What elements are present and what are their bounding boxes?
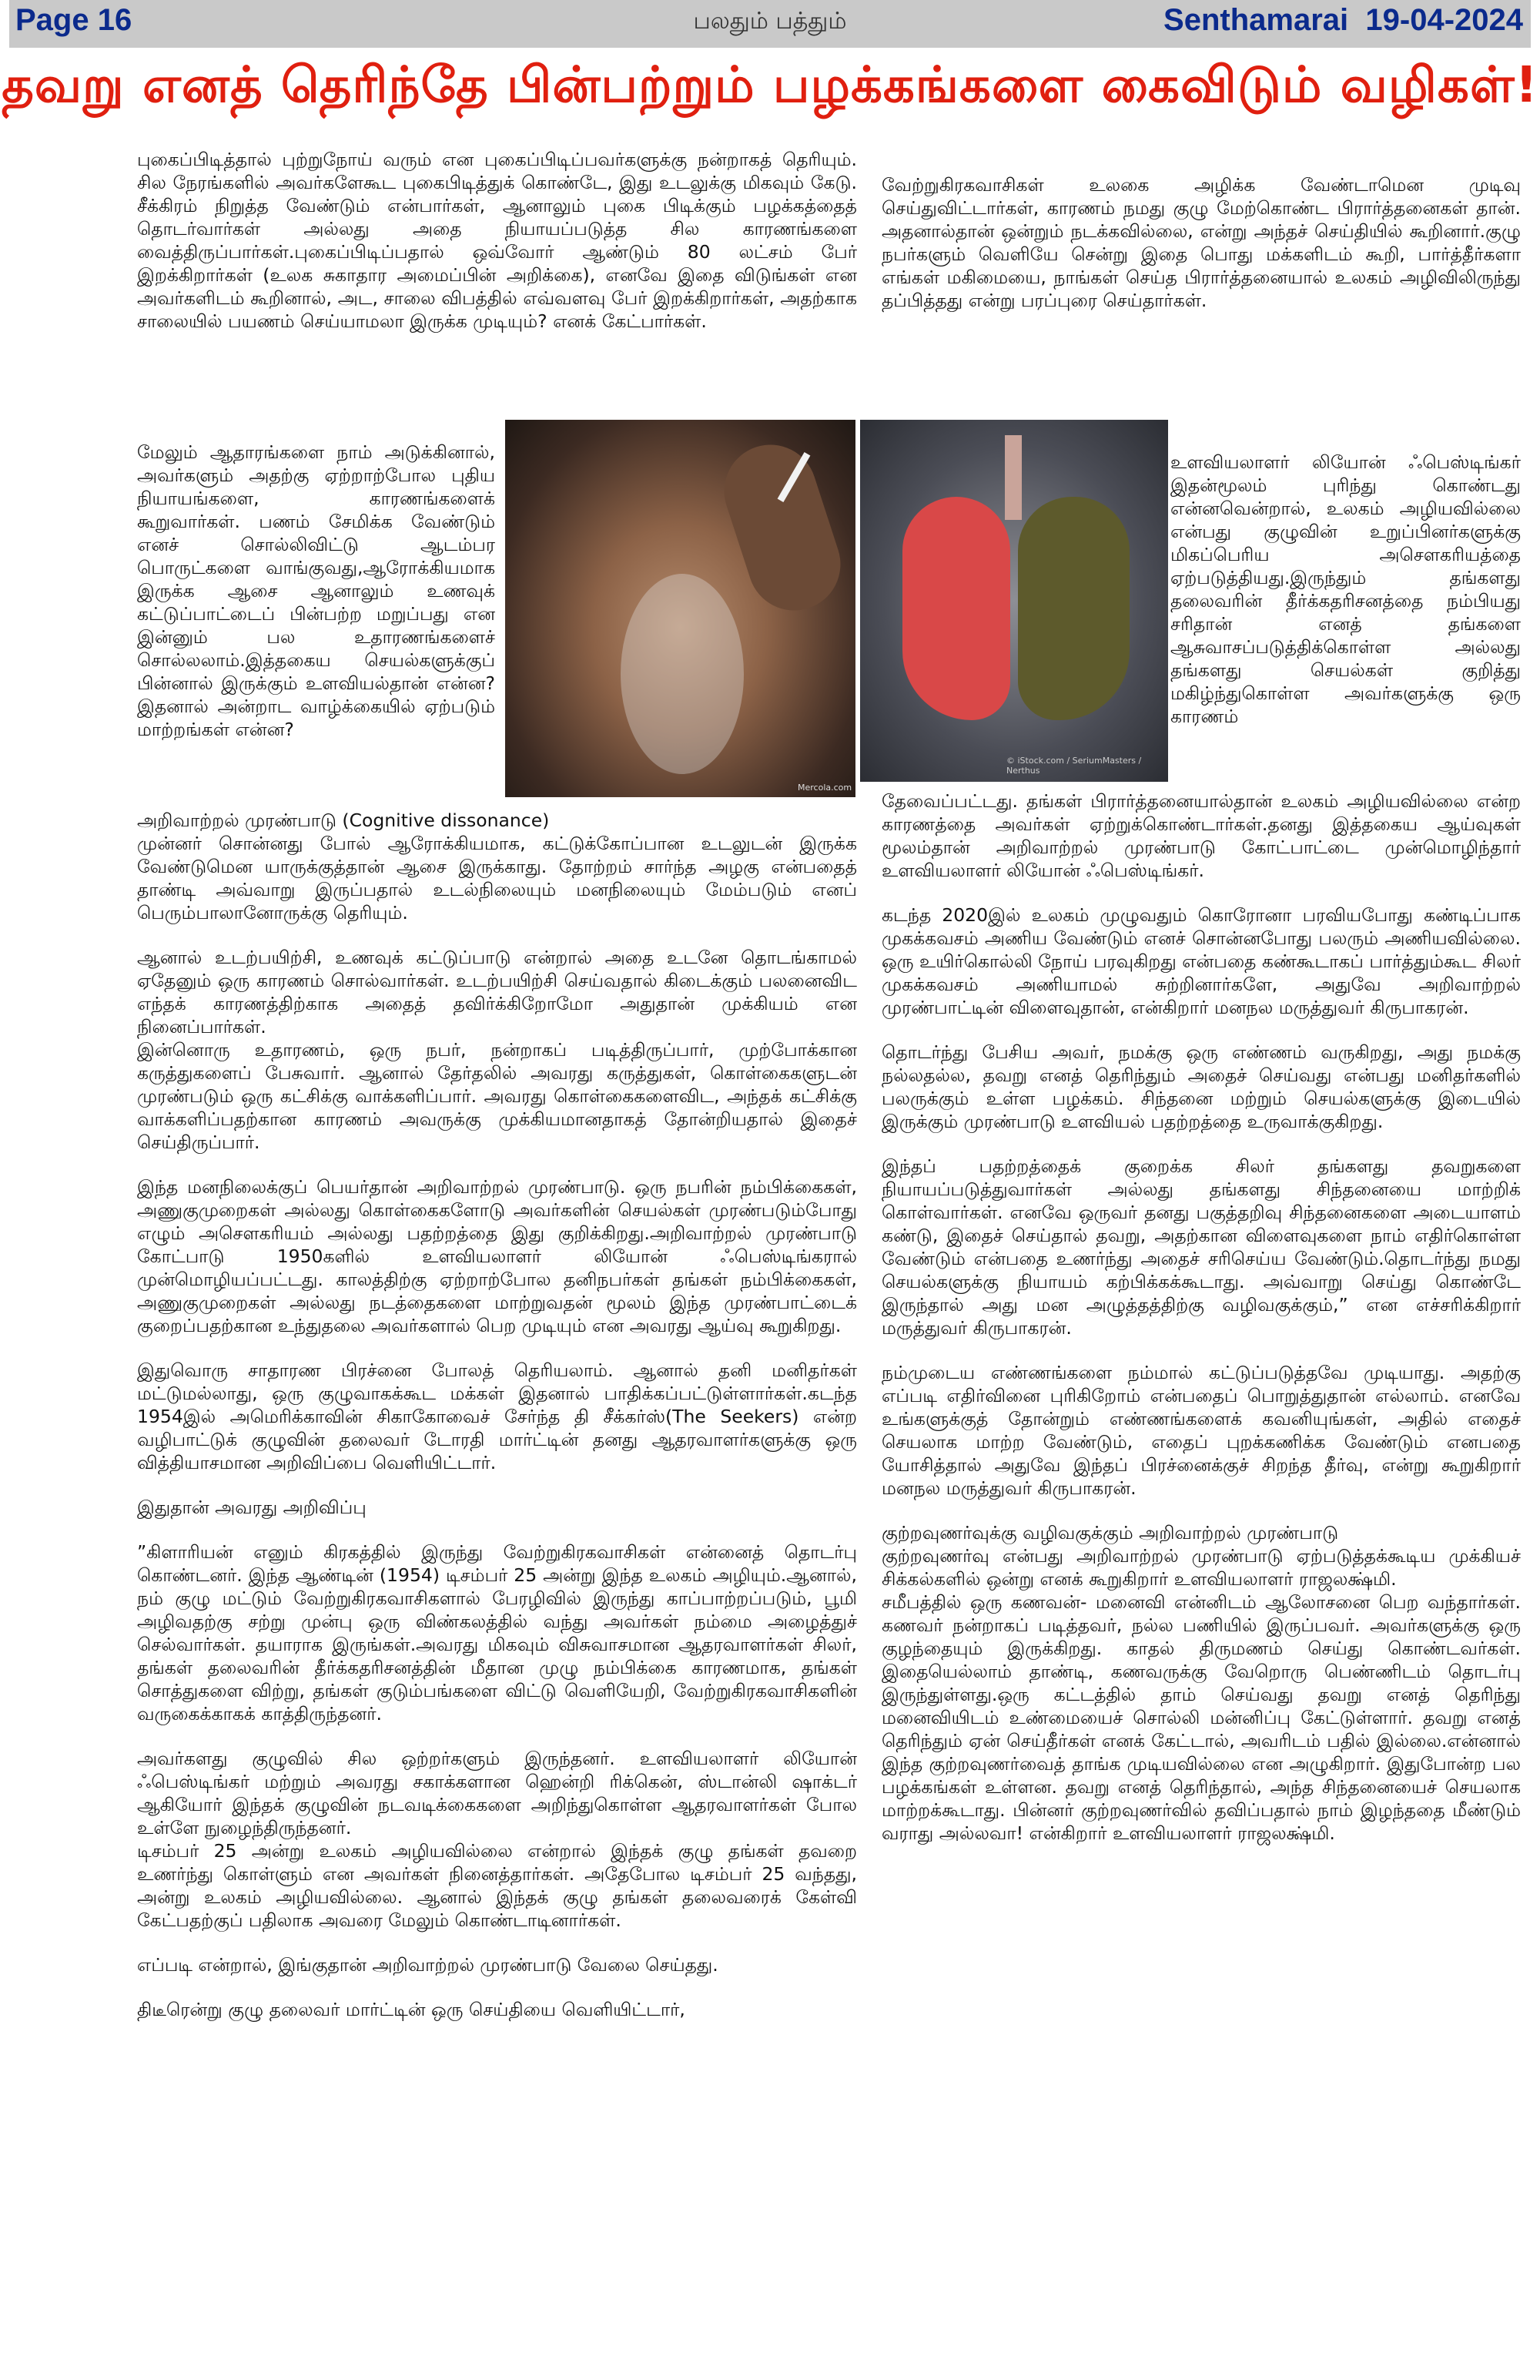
paragraph: ”கிளாரியன் எனும் கிரகத்தில் இருந்து வேற்றுகிரகவாசிகள் என்னைத் தொடர்பு கொண்டனர். இந்த ஆண்டின் (1954) டிசம்பர் 25 அன்று இந்த உலகம் அழியும்.ஆனால், நம் குழு மட்டும் வேற்றுகிரகவாசிகளால் பேரழிவில் இருந்து காப்பாற்றப்படும், பூமி அழிவதற்கு சற்று முன்பு ஒரு விண்கலத்தில் வந்து அவர்கள் நம்மை அழைத்துச் செல்வார்கள். தயாராக இருங்கள்.அவரது மிகவும் விசுவாசமான ஆதரவாளர்கள் சிலர், தங்கள் தலைவரின் தீர்க்கதரிசனத்தின் மீதான முழு நம்பிக்கை காரணமாக, தங்கள் சொத்துகளை விற்று, தங்கள் குடும்பங்களை விட்டு வெளியேறி, வேற்றுகிரகவாசிகளின் வருகைக்காகக் காத்திருந்தனர். bbox=[137, 1541, 857, 1725]
paragraph: இந்த மனநிலைக்குப் பெயர்தான் அறிவாற்றல் முரண்பாடு. ஒரு நபரின் நம்பிக்கைகள், அணுகுமுறைகள் அல்லது கொள்கைகளோடு அவர்களின் செயல்கள் முரண்படும்போது எழும் அசௌகரியம் அல்லது பதற்றத்தை இது குறிக்கிறது.அறிவாற்றல் முரண்பாடு கோட்பாடு 1950களில் உளவியலாளர் லியோன் ஃபெஸ்டிங்கரால் முன்மொழியப்பட்டது. காலத்திற்கு ஏற்றாற்போல தனிநபர்கள் தங்கள் நம்பிக்கைகள், அணுகுமுறைகள் அல்லது நடத்தைகளை மாற்றுவதன் மூலம் இந்த முரண்பாட்டைக் குறைப்பதற்கான உந்துதலை அவர்களால் பெற முடியும் என அவரது ஆய்வு கூறுகிறது. bbox=[137, 1176, 857, 1336]
subheading: அறிவாற்றல் முரண்பாடு (Cognitive dissonance) bbox=[137, 810, 550, 831]
smoke-shape bbox=[621, 574, 744, 774]
paragraph: இதுதான் அவரது அறிவிப்பு bbox=[137, 1497, 367, 1518]
paragraph: தொடர்ந்து பேசிய அவர், நமக்கு ஒரு எண்ணம் வருகிறது, அது நமக்கு நல்லதல்ல, தவறு எனத் தெரிந்தும் அதைச் செய்வது என்பது மனிதர்களில் பலருக்கும் உள்ள பழக்கம். சிந்தனை மற்றும் செயல்களுக்கு இடையில் இருக்கும் முரண்பாடு உளவியல் பதற்றத்தை உருவாக்குகிறது. bbox=[882, 1041, 1521, 1132]
column-left-top bbox=[137, 148, 857, 354]
paragraph: டிசம்பர் 25 அன்று உலகம் அழியவில்லை என்றால் இந்தக் குழு தங்கள் தவறை உணர்ந்து கொள்ளும் என அவர்கள் நினைத்தார்கள். அதேபோல டிசம்பர் 25 வந்தது, அன்று உலகம் அழியவில்லை. ஆனால் இந்தக் குழு தங்கள் தலைவரைக் கேள்வி கேட்பதற்குப் பதிலாக அவரை மேலும் கொண்டாடினார்கள். bbox=[137, 1840, 857, 1931]
paragraph: கடந்த 2020இல் உலகம் முழுவதும் கொரோனா பரவியபோது கண்டிப்பாக முகக்கவசம் அணிய வேண்டும் எனச் சொன்னபோது பலரும் அணியவில்லை. ஒரு உயிர்கொல்லி நோய் பரவுகிறது என்பதை கண்கூடாகப் பார்த்தும்கூட சிலர் முகக்கவசம் அணியாமல் சுற்றினார்களே, அதுவே அறிவாற்றல் முரண்பாட்டின் விளைவுதான், என்கிறார் மனநல மருத்துவர் கிருபாகரன். bbox=[882, 904, 1521, 1018]
brand-date bbox=[1163, 3, 1523, 38]
lungs-image bbox=[860, 420, 1168, 782]
paragraph: முன்னர் சொன்னது போல் ஆரோக்கியமாக, கட்டுக்கோப்பான உடலுடன் இருக்க வேண்டுமென யாருக்குத்தான் ஆசை இருக்காது. தோற்றம் சார்ந்த அழகு என்பதைத் தாண்டி அவ்வாறு இருப்பதால் உடல்நிலையும் மனநிலையும் மேம்படும் எனப் பெரும்பாலானோருக்கு தெரியும். bbox=[137, 833, 857, 924]
smoker-lung-shape bbox=[1018, 497, 1130, 720]
column-left-bottom bbox=[137, 809, 857, 2043]
section-name: பலதும் பத்தும் bbox=[693, 8, 847, 35]
page-number: Page 16 bbox=[15, 3, 132, 37]
subheading: குற்றவுணர்வுக்கு வழிவகுக்கும் அறிவாற்றல் முரண்பாடு bbox=[882, 1522, 1339, 1544]
paragraph: எப்படி என்றால், இங்குதான் அறிவாற்றல் முரண்பாடு வேலை செய்தது. bbox=[137, 1954, 718, 1976]
paragraph: சமீபத்தில் ஒரு கணவன்- மனைவி என்னிடம் ஆலோசனை பெற வந்தார்கள். கணவர் நன்றாகப் படித்தவர், நல்ல பணியில் இருப்பவர். அவர்களுக்கு ஒரு குழந்தையும் இருக்கிறது. காதல் திருமணம் செய்து கொண்டவர்கள். இதையெல்லாம் தாண்டி, கணவருக்கு வேறொரு பெண்ணிடம் தொடர்பு இருந்துள்ளது.ஒரு கட்டத்தில் தாம் செய்வது தவறு எனத் தெரிந்து மனைவியிடம் உண்மையைச் சொல்லி மன்னிப்பு கேட்டுள்ளார். தவறு எனத் தெரிந்தும் ஏன் செய்தீர்கள் எனக் கேட்டால், அவரிடம் பதில் இல்லை.என்னால் இந்த குற்றவுணர்வைத் தாங்க முடியவில்லை என அழுகிறார். இதுபோன்ற பல பழக்கங்கள் உள்ளன. தவறு எனத் தெரிந்தால், அந்த சிந்தனையைச் செயலாக மாற்றக்கூடாது. பின்னர் குற்றவுணர்வில் தவிப்பதால் நாம் இழந்ததை மீண்டும் வராது அல்லவா! என்கிறார் உளவியலாளர் ராஜலக்ஷ்மி. bbox=[882, 1591, 1521, 1844]
column-right-bottom bbox=[882, 789, 1521, 1866]
paragraph: தேவைப்பட்டது. தங்கள் பிரார்த்தனையால்தான் உலகம் அழியவில்லை என்ற காரணத்தை அவர்கள் ஏற்றுக்கொண்டார்கள்.தனது இத்தகைய ஆய்வுகள் மூலம்தான் அறிவாற்றல் முரண்பாடு கோட்பாட்டை முன்மொழிந்தார் உளவியலாளர் லியோன் ஃபெஸ்டிங்கர். bbox=[882, 790, 1521, 881]
page-header bbox=[9, 0, 1531, 48]
paragraph: புகைப்பிடித்தால் புற்றுநோய் வரும் என புகைப்பிடிப்பவர்களுக்கு நன்றாகத் தெரியும். சில நேரங்களில் அவர்களேகூட புகைபிடித்துக் கொண்டே, இது உடலுக்கு மிகவும் கேடு. சீக்கிரம் நிறுத்த வேண்டும் என்பார்கள், ஆனாலும் புகை பிடிக்கும் பழக்கத்தைத் தொடர்வார்கள் அல்லது அதை நியாயப்படுத்த சில காரணங்களை வைத்திருப்பார்கள்.புகைப்பிடிப்பதால் ஒவ்வோர் ஆண்டும் 80 லட்சம் பேர் இறக்கிறார்கள் (உலக சுகாதார அமைப்பின் அறிக்கை), எனவே இதை விடுங்கள் என அவர்களிடம் கூறினால், அட, சாலை விபத்தில் எவ்வளவு பேர் இறக்கிறார்கள், அதற்காக சாலையில் பயணம் செய்யாமலா இருக்க முடியும்? எனக் கேட்பார்கள். bbox=[137, 149, 857, 332]
article-title: தவறு எனத் தெரிந்தே பின்பற்றும் பழக்கங்களை கைவிடும் வழிகள்! bbox=[2, 57, 1538, 114]
column-right-top bbox=[882, 173, 1521, 334]
paragraph: இந்தப் பதற்றத்தைக் குறைக்க சிலர் தங்களது தவறுகளை நியாயப்படுத்துவார்கள் அல்லது தங்களது சிந்தனையை மாற்றிக் கொள்வார்கள். எனவே ஒருவர் தனது பகுத்தறிவு சிந்தனைகளை அடையாளம் கண்டு, இதைச் செய்தால் தவறு, அதற்கான விளைவுகளை நாம் எதிர்கொள்ள வேண்டும் என்பதை உணர்ந்து அதைச் சரிசெய்ய வேண்டும்.தொடர்ந்து நமது செயல்களுக்கு நியாயம் கற்பிக்கக்கூடாது. அவ்வாறு செய்து கொண்டே இருந்தால் அது மன அழுத்தத்திற்கு வழிவகுக்கும்,” என எச்சரிக்கிறார் மருத்துவர் கிருபாகரன். bbox=[882, 1155, 1521, 1339]
paragraph: நம்முடைய எண்ணங்களை நம்மால் கட்டுப்படுத்தவே முடியாது. அதற்கு எப்படி எதிர்வினை புரிகிறோம் என்பதைப் பொறுத்துதான் எல்லாம். எனவே உங்களுக்குத் தோன்றும் எண்ணங்களைக் கவனியுங்கள், அதில் எதைச் செயலாக மாற்ற வேண்டும், எதைப் புறக்கணிக்க வேண்டும் எனபதை யோசித்தால் அதுவே இந்தப் பிரச்னைக்குச் சிறந்த தீர்வு, என்று கூறுகிறார் மனநல மருத்துவர் கிருபாகரன். bbox=[882, 1362, 1521, 1499]
paragraph: ஆனால் உடற்பயிற்சி, உணவுக் கட்டுப்பாடு என்றால் அதை உடனே தொடங்காமல் ஏதேனும் ஒரு காரணம் சொல்வார்கள். உடற்பயிற்சி செய்வதால் கிடைக்கும் பலனைவிட எந்தக் காரணத்திற்காக அதைத் தவிர்க்கிறோமோ அதுதான் முக்கியம் என நினைப்பார்கள். bbox=[137, 947, 857, 1037]
lungs-credit: © iStock.com / SeriumMasters / Nerthus bbox=[1006, 756, 1142, 776]
arm-shape bbox=[712, 433, 852, 622]
paragraph: இன்னொரு உதாரணம், ஒரு நபர், நன்றாகப் படித்திருப்பார், முற்போக்கான கருத்துகளைப் பேசுவார். ஆனால் தேர்தலில் அவரது கருத்துகள், கொள்கைகளுடன் முரண்படும் ஒரு கட்சிக்கு வாக்களிப்பார். அவரது கொள்கைகளைவிட, அந்தக் கட்சிக்கு வாக்களிப்பதற்கான காரணம் அவருக்கு முக்கியமானதாகத் தோன்றியதால் இதைச் செய்திருப்பார். bbox=[137, 1039, 857, 1153]
healthy-lung-shape bbox=[902, 497, 1010, 720]
trachea-shape bbox=[1005, 435, 1022, 520]
photo-credit: Mercola.com bbox=[798, 783, 852, 793]
paragraph: மேலும் ஆதாரங்களை நாம் அடுக்கினால், அவர்களும் அதற்கு ஏற்றாற்போல புதிய நியாயங்களை, காரணங்களைக் கூறுவார்கள். பணம் சேமிக்க வேண்டும் எனச் சொல்லிவிட்டு ஆடம்பர பொருட்களை வாங்குவது,ஆரோக்கியமாக இருக்க ஆசை ஆனாலும் உணவுக் கட்டுப்பாட்டைப் பின்பற்ற மறுப்பது என இன்னும் பல உதாரணங்களைச் சொல்லலாம்.இத்தகைய செயல்களுக்குப் பின்னால் இருக்கும் உளவியல்தான் என்ன? இதனால் அன்றாட வாழ்க்கையில் ஏற்படும் மாற்றங்கள் என்ன? bbox=[137, 441, 495, 740]
brand-name: Senthamarai bbox=[1163, 3, 1349, 37]
paragraph: இதுவொரு சாதாரண பிரச்னை போலத் தெரியலாம். ஆனால் தனி மனிதர்கள் மட்டுமல்லாது, ஒரு குழுவாகக்கூட மக்கள் இதனால் பாதிக்கப்பட்டுள்ளார்கள்.கடந்த 1954இல் அமெரிக்காவின் சிகாகோவைச் சேர்ந்த தி சீக்கர்ஸ்(The Seekers) என்ற வழிபாட்டுக் குழுவின் தலைவர் டோரதி மார்ட்டின் தனது ஆதரவாளர்களுக்கு ஒரு வித்தியாசமான அறிவிப்பை வெளியிட்டார். bbox=[137, 1359, 857, 1473]
paragraph: அவர்களது குழுவில் சில ஒற்றர்களும் இருந்தனர். உளவியலாளர் லியோன் ஃபெஸ்டிங்கர் மற்றும் அவரது சகாக்களான ஹென்றி ரிக்கென், ஸ்டான்லி ஷாக்டர் ஆகியோர் இந்தக் குழுவின் நடவடிக்கைகளை அறிந்துகொள்ள ஆதரவாளர்கள் போல உள்ளே நுழைந்திருந்தனர். bbox=[137, 1748, 857, 1839]
issue-date: 19-04-2024 bbox=[1365, 3, 1523, 37]
paragraph: குற்றவுணர்வு என்பது அறிவாற்றல் முரண்பாடு ஏற்படுத்தக்கூடிய முக்கியச் சிக்கல்களில் ஒன்று எனக் கூறுகிறார் உளவியலாளர் ராஜலக்ஷ்மி. bbox=[882, 1545, 1521, 1590]
paragraph: உளவியலாளர் லியோன் ஃபெஸ்டிங்கர் இதன்மூலம் புரிந்து கொண்டது என்னவென்றால், உலகம் அழியவில்லை என்பது குழுவின் உறுப்பினர்களுக்கு மிகப்பெரிய அசௌகரியத்தை ஏற்படுத்தியது.இருந்தும் தங்களது தலைவரின் தீர்க்கதரிசனத்தை நம்பியது சரிதான் எனத் தங்களை ஆசுவாசப்படுத்திக்கொள்ள அல்லது தங்களது செயல்கள் குறித்து மகிழ்ந்துகொள்ள அவர்களுக்கு ஒரு காரணம் bbox=[1170, 451, 1521, 727]
column-right-narrow bbox=[1170, 451, 1521, 749]
paragraph: திடீரென்று குழு தலைவர் மார்ட்டின் ஒரு செய்தியை வெளியிட்டார், bbox=[137, 1999, 685, 2020]
column-left-narrow bbox=[137, 441, 495, 763]
paragraph: வேற்றுகிரகவாசிகள் உலகை அழிக்க வேண்டாமென முடிவு செய்துவிட்டார்கள், காரணம் நமது குழு மேற்கொண்ட பிரார்த்தனைகள் தான். அதனால்தான் ஒன்றும் நடக்கவில்லை, என்று அந்தச் செய்தியில் கூறினார்.குழு நபர்களும் வெளியே சென்று இதை பொது மக்களிடம் கூறி, பார்த்தீர்களா எங்கள் மகிமையை, நாங்கள் செய்த பிரார்த்தனையால் உலகம் அழிவிலிருந்து தப்பித்தது என்று பரப்புரை செய்தார்கள். bbox=[882, 174, 1521, 311]
smoker-photo bbox=[505, 420, 855, 797]
